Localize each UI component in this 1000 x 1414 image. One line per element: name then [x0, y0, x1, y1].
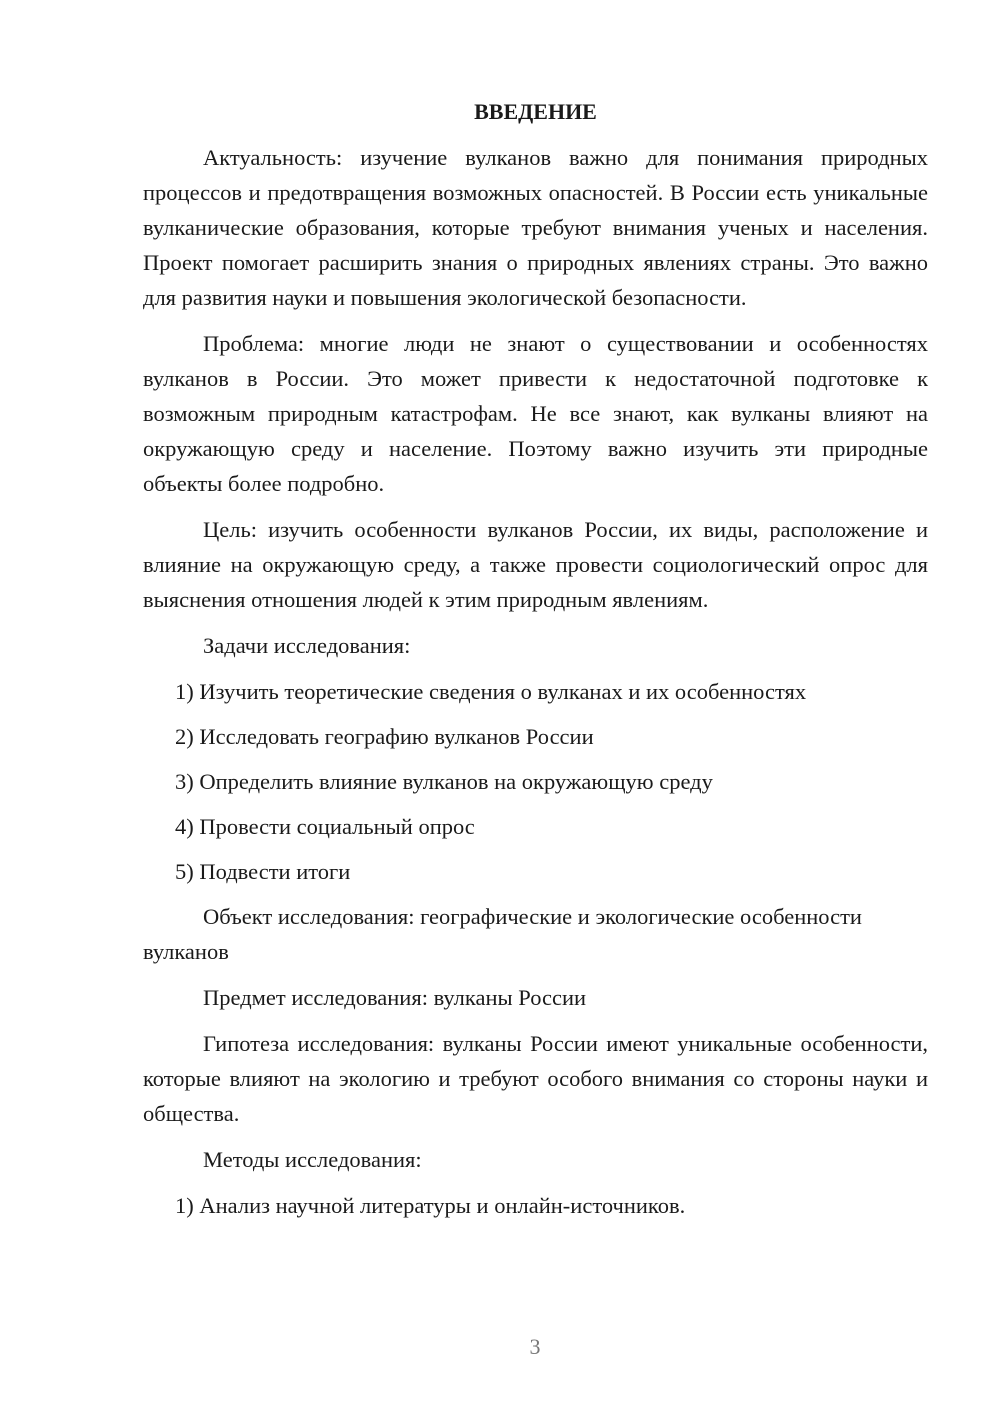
task-item: 2) Исследовать географию вулканов России — [175, 724, 594, 749]
problem-paragraph: Проблема: многие люди не знают о существовании и особенностях вулканов в России. Это может привести к недостаточной подготовке к возможным природным катастрофам. Не все знают, как вулканы влияют на окружающую среду и население. Поэтому важно изучить эти природные объекты более подробно. — [143, 331, 928, 496]
tasks-title: Задачи исследования: — [203, 633, 411, 658]
method-item: 1) Анализ научной литературы и онлайн-источников. — [175, 1193, 686, 1218]
tasks-list — [143, 674, 928, 889]
subject-paragraph: Предмет исследования: вулканы России — [203, 985, 587, 1010]
methods-title: Методы исследования: — [203, 1147, 422, 1172]
hypothesis-paragraph: Гипотеза исследования: вулканы России имеют уникальные особенности, которые влияют на экологию и требуют особого внимания со стороны науки и общества. — [143, 1031, 928, 1126]
goal-paragraph: Цель: изучить особенности вулканов России, их виды, расположение и влияние на окружающую среду, а также провести социологический опрос для выяснения отношения людей к этим природным явлениям. — [143, 517, 928, 612]
task-item: 4) Провести социальный опрос — [175, 814, 475, 839]
page-content — [143, 94, 928, 1233]
relevance-paragraph: Актуальность: изучение вулканов важно для понимания природных процессов и предотвращения возможных опасностей. В России есть уникальные вулканические образования, которые требуют внимания ученых и населения. Проект помогает расширить знания о природных явлениях страны. Это важно для развития науки и повышения экологической безопасности. — [143, 145, 928, 310]
task-item: 5) Подвести итоги — [175, 859, 351, 884]
task-item: 3) Определить влияние вулканов на окружающую среду — [175, 769, 713, 794]
page-number: 3 — [529, 1334, 541, 1359]
section-heading: ВВЕДЕНИЕ — [474, 99, 597, 124]
methods-list — [143, 1188, 928, 1223]
object-paragraph: Объект исследования: географические и экологические особенности вулканов — [143, 904, 862, 964]
task-item: 1) Изучить теоретические сведения о вулканах и их особенностях — [175, 679, 807, 704]
